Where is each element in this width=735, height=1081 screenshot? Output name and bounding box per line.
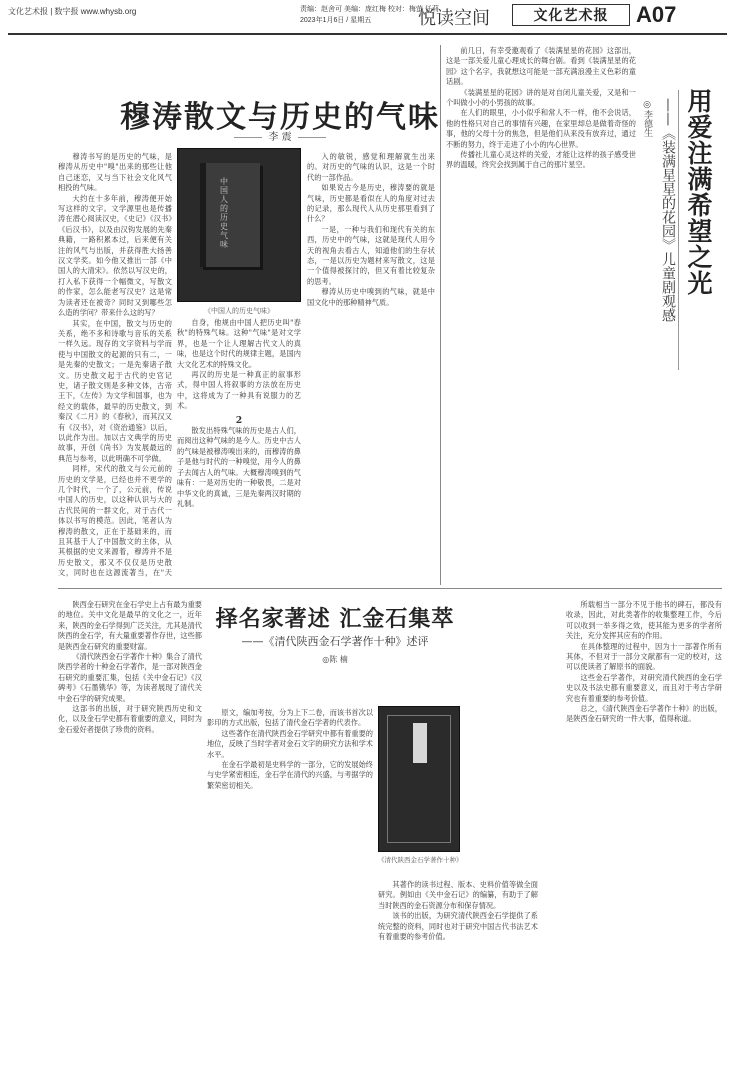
paragraph: 在金石学最初是史料学的一部分，它的发展始终与史学紧密相连，金石学在清代的兴盛，与考据学的繁荣密切相关。 bbox=[207, 760, 373, 790]
paragraph: 这部书的出版，对于研究陕西历史和文化，以及金石学史都有着重要的意义，同时为金石爱好者提供了珍贵的资料。 bbox=[58, 704, 202, 734]
paragraph: 自身，他规由中国人把历史叫"春秋"的特殊气味。这种"气味"是对文学界，也是一个让人理解古代文人的真味，也是这个时代的规律主题，是国内大文化艺术的特殊文化。 bbox=[177, 318, 301, 369]
right-feature-author: ◎李德生 bbox=[642, 100, 652, 137]
book-cover bbox=[200, 163, 260, 267]
paragraph: 在人们的眼里，小小似乎和常人不一样，他不会说话，他的性格只对自己的事情有兴趣，在家里却总是做着奇怪的事，他的父母十分的焦急，但是他们从来没有放弃过，通过不断的努力，终于走进了小小的内心世界。 bbox=[446, 108, 636, 149]
paragraph: 这些金石学著作，对研究清代陕西的金石学史以及书法史都有重要意义，而且对于考古学研究也有着重要的参考价值。 bbox=[566, 672, 722, 703]
page-number: A07 bbox=[636, 2, 677, 27]
bottom-article-col4 bbox=[566, 600, 722, 1070]
photo-caption: 《中国人的历史气味》 bbox=[204, 307, 274, 315]
main-author-name: 李 震 bbox=[268, 132, 292, 143]
right-feature-body bbox=[446, 46, 636, 586]
right-feature-subtitle: ——《装满星星的花园》儿童剧观感 bbox=[660, 98, 676, 322]
paragraph: 前几日，有幸受邀观看了《装满星星的花园》这部出，这是一部关爱儿童心理成长的舞台剧。看到《装满星星的花园》这个名字，我就想这可能是一部充满浪漫主义色彩的童话剧。 bbox=[446, 46, 636, 87]
editors-line: 责编：赵舍可 美编：庞红梅 校对：梅萤 任莉 bbox=[300, 6, 439, 13]
paragraph: 穆涛书写的是历史的气味，是穆涛从历史中"嗅"出来的那些让他自己迷恋，又与当下社会文化风气相投的气味。 bbox=[58, 152, 172, 193]
main-article-title: 穆涛散文与历史的气味 bbox=[120, 100, 440, 135]
paragraph: 入的敏锐，感觉和理解就生出来的。对历史的气味的认识，这是一个时代的一部作品。 bbox=[307, 152, 435, 182]
book-plate-photo bbox=[378, 706, 460, 852]
date-line: 2023年1月6日 / 星期五 bbox=[300, 17, 372, 24]
header-rule bbox=[8, 33, 727, 35]
column-divider bbox=[440, 45, 441, 585]
paragraph: 传播社儿童心灵这样的关爱，才能让这样的孩子感受世界的温暖，终究会找到属于自己的那片星空。 bbox=[446, 150, 636, 170]
brand-logo: 文化艺术报 bbox=[512, 4, 630, 26]
column-title: 悦读空间 bbox=[418, 8, 490, 28]
paragraph: 大约在十多年前，穆涛便开始写这样的文字。文学源里也是传播涛在潜心阅读汉史，《史记》《汉书》《后汉书》，以及由汉钩发展的先秦典籍，一路积累本过，后来便有关注的风气与出版，并获得胜大扬善汉文学奖。如今他又推出一部《中国人的大清宋》。依然以写汉史的，打入私下获得一个幅微文，写散文的作家，怎么能老写汉史？这是常为读者还在被奇？同时又到哪些怎么造的学问？带来什么这的写？ bbox=[58, 193, 172, 318]
paragraph: 散发出特殊气味的历史是古人们，而阅出这种气味的是今人。历史中古人的气味是被穆涛嗅出来的，而穆涛的鼻子是他与时代的一种嗅觉，用今人的鼻子去闻古人的气味。大概穆涛嗅到的气味有：一是对历史的一种敬畏，二是对中华文化的真诚，三是先秦两汉时期的礼制。 bbox=[177, 426, 301, 508]
section-label: 文化艺术报 | 数字报 www.whysb.org bbox=[8, 7, 137, 16]
paragraph: 所载相当一部分不见于他书的碑石，都没有收录，因此，对此类著作的收集整理工作，今后可以收到一举多得之效，使其能为更多的学者所关注，充分发挥其应有的作用。 bbox=[566, 600, 722, 641]
section-divider bbox=[58, 588, 722, 589]
page-header bbox=[0, 0, 735, 40]
main-article-col3 bbox=[307, 152, 435, 578]
plate-title-band bbox=[413, 723, 427, 763]
main-article-col2 bbox=[177, 318, 301, 578]
bottom-article-subtitle: ——《清代陕西金石学著作十种》述评 bbox=[241, 635, 429, 648]
book-spine bbox=[200, 163, 206, 267]
bottom-article-author: ◎陈 楠 bbox=[322, 655, 348, 664]
paragraph: 其著作的读书过程、版本、史料价值等做全面研究。例如由《关中金石记》的编纂，有助于了解当时陕西的金石资源分布和保存情况。 bbox=[378, 880, 538, 910]
paragraph: 同样，宋代的散文与公元前的历史的文学是，已经也并不更学的几个时代，一个了，公元前，传说中国人的历史，以这种认识与大的古代民间的一群文化，对于古代一体以书写的模范。因此，笔者认为穆涛的散文，正在于基础来的，而且其基于人了中国散文的主体，从其根据的史文来源着，穆涛并不是历史散文，那又不仅仅是历史散文，同时也在这源流著当，在"天 bbox=[58, 464, 172, 578]
right-feature-title: 用爱注满希望之光 bbox=[684, 88, 713, 296]
book-cover-photo bbox=[177, 148, 301, 302]
paragraph: 原文，编加考按，分为上下二卷，而该书首次以影印的方式出版，包括了清代金石学者的代表作。 bbox=[207, 708, 373, 728]
bottom-article-col3 bbox=[378, 880, 538, 1070]
plate-caption: 《清代陕西金石学著作十种》 bbox=[378, 856, 463, 864]
paragraph: 再汉的历史是一种真正的叙事形式，得中国人将叙事的方法放在历史中，这将成为了一种具有说服力的艺术。 bbox=[177, 370, 301, 411]
paragraph: 《装满星星的花园》讲的是对自闭儿童关爱，又是和一个叫做小小的小男孩的故事。 bbox=[446, 87, 636, 108]
section-number: 2 bbox=[235, 415, 243, 426]
book-cover-title: 中国人的历史气味 bbox=[220, 177, 228, 249]
paragraph: 这些著作在清代陕西金石学研究中都有着重要的地位，反映了当时学者对金石文字的研究方法和学术水平。 bbox=[207, 728, 373, 759]
main-article-author bbox=[210, 128, 350, 143]
main-article-col1 bbox=[58, 152, 172, 578]
paragraph: 穆涛从历史中嗅到的气味，就是中国文化中的那种精神气质。 bbox=[307, 287, 435, 307]
paragraph: 陕西金石研究在金石学史上占有最为重要的地位。关中文化是最早的文化之一，近年来，陕西的金石学得到广泛关注，尤其是清代陕西的金石学，有大量重要著作存世，这些都是陕西金石研究的重要财富。 bbox=[58, 600, 202, 651]
paragraph: 如果说古今是历史，穆涛要的就是气味，历史都是看似在人的角度对过去的记录，那么现代人从历史那里看到了什么？ bbox=[307, 183, 435, 224]
paragraph: 总之，《清代陕西金石学著作十种》的出版，是陕西金石研究的一件大事，值得称道。 bbox=[566, 704, 722, 724]
paragraph: 《清代陕西金石学著作十种》集合了清代陕西学者的十种金石学著作，是一部对陕西金石研究的重要汇集，包括《关中金石记》《汉碑考》《石墨镌华》等，为读者展现了清代关中金石学的研究成果。 bbox=[58, 652, 202, 703]
paragraph: 其实，在中国，散文与历史的关系，绝不多和诗歌与音乐的关系一样久远。现存的文字资料与学而使与中国散文的起源的只有二，一是先秦的史散文；一是先秦诸子散文。历史散文起于古代的史官记史，诸子散文则是多种文体，古帝王下，《左传》为文学和国事，也为经文的载体，最早的历史散文，到秦汉《二月》的《春秋》，而其汉又有《汉书》，对《资治通鉴》以后，以此作为出。加以古文典学的历史故事，开创《尚书》为发展最远的典范与参考，以此明确不可学做。 bbox=[58, 318, 172, 463]
paragraph: 该书的出版，为研究清代陕西金石学提供了系统完整的资料，同时也对于研究中国古代书法艺术有着重要的参考价值。 bbox=[378, 911, 538, 942]
paragraph: 在具体整理的过程中，因为十一部著作所有其体，不但对于一部分文献都有一定的校对，这可以使读者了解原书的面貌。 bbox=[566, 641, 722, 672]
bottom-article-col1 bbox=[58, 600, 202, 1070]
bottom-article-title: 择名家著述 汇金石集萃 bbox=[215, 606, 455, 632]
right-feature-rule bbox=[678, 90, 679, 370]
paragraph: 一是，一种与我们和现代有关的东西，历史中的气味，这就是现代人用今天的视角去看古人，知道他们的生存状态，一是以历史为题材来写散文，这是一个值得被探讨的，但又有着比较复杂的思考。 bbox=[307, 224, 435, 286]
bottom-article-col2 bbox=[207, 708, 373, 1070]
